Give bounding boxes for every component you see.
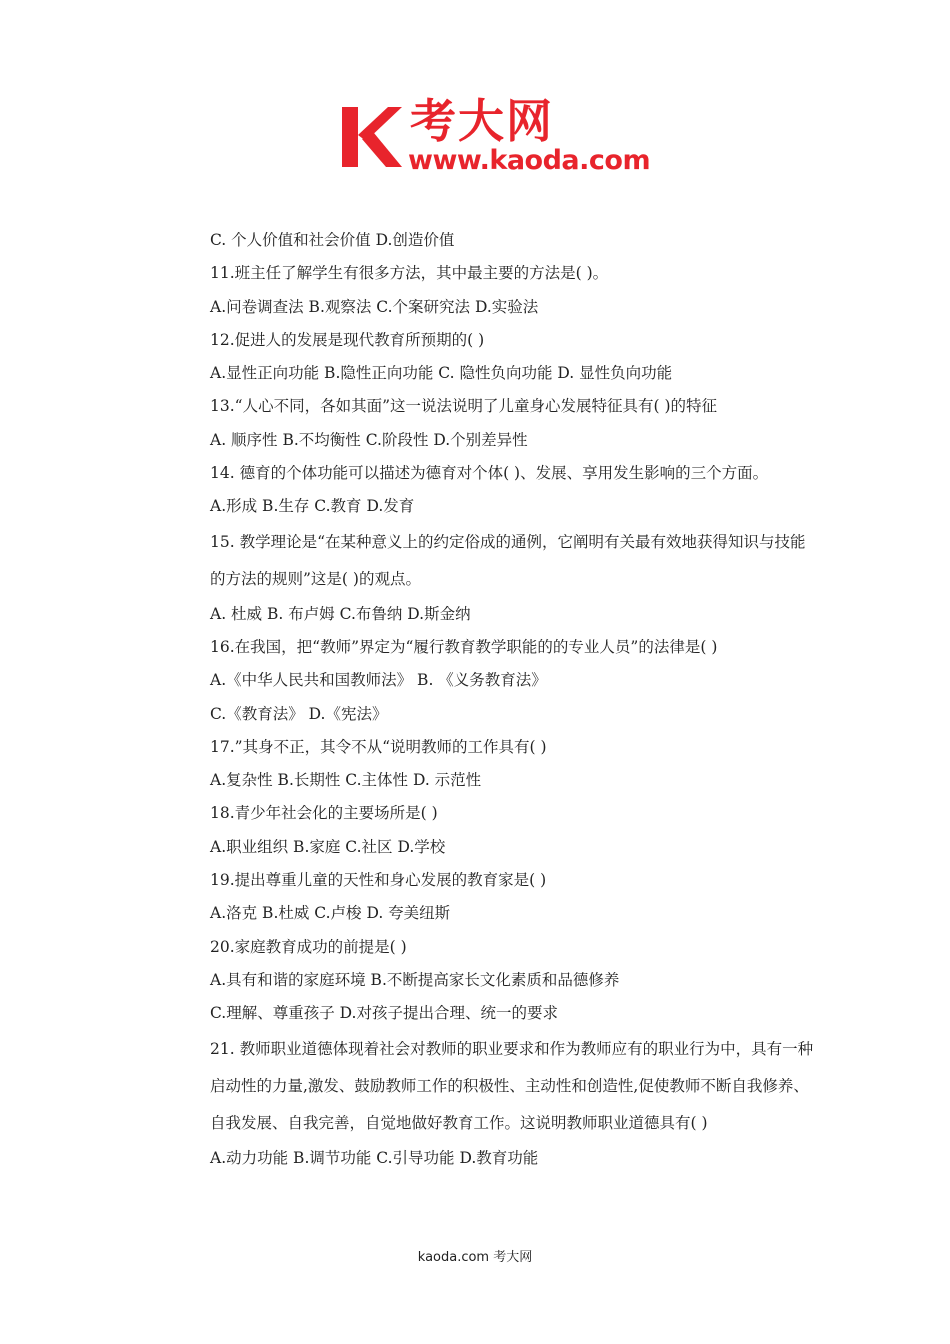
question-16: 16.在我国，把“教师”界定为“履行教育教学职能的的专业人员”的法律是( )	[210, 637, 718, 656]
question-20: 20.家庭教育成功的前提是( )	[210, 937, 407, 956]
page-footer: kaoda.com 考大网	[417, 1250, 533, 1265]
options-13: A. 顺序性 B.不均衡性 C.阶段性 D.个别差异性	[210, 430, 528, 449]
question-21: 21. 教师职业道德体现着社会对教师的职业要求和作为教师应有的职业行为中，具有一种启动性的力量,激发、鼓励教师工作的积极性、主动性和创造性,促使教师不断自我修养、自我发展、自我完善，自觉地做好教育工作。这说明教师职业道德具有( )	[210, 1039, 814, 1132]
question-17: 17.”其身不正，其令不从“说明教师的工作具有( )	[210, 737, 547, 756]
options-15: A. 杜威 B. 布卢姆 C.布鲁纳 D.斯金纳	[210, 604, 471, 623]
options-21: A.动力功能 B.调节功能 C.引导功能 D.教育功能	[210, 1148, 539, 1167]
options-16a: A.《中华人民共和国教师法》 B. 《义务教育法》	[210, 671, 547, 690]
options-18: A.职业组织 B.家庭 C.社区 D.学校	[210, 837, 446, 856]
options-12: A.显性正向功能 B.隐性正向功能 C. 隐性负向功能 D. 显性负向功能	[210, 364, 673, 383]
question-18: 18.青少年社会化的主要场所是( )	[210, 804, 438, 823]
question-12: 12.促进人的发展是现代教育所预期的( )	[210, 330, 485, 349]
k-logo-icon	[340, 105, 404, 169]
logo-brand-text: 考大网	[410, 94, 554, 148]
question-15: 15. 教学理论是“在某种意义上的约定俗成的通例，它阐明有关最有效地获得知识与技能的方法的规则”这是( )的观点。	[210, 532, 806, 588]
options-16b: C.《教育法》 D.《宪法》	[210, 704, 388, 723]
question-13: 13.“人心不同，各如其面”这一说法说明了儿童身心发展特征具有( )的特征	[210, 397, 718, 416]
options-20b: C.理解、尊重孩子 D.对孩子提出合理、统一的要求	[210, 1004, 558, 1023]
question-19: 19.提出尊重儿童的天性和身心发展的教育家是( )	[210, 871, 547, 890]
text-line: C. 个人价值和社会价值 D.创造价值	[210, 231, 455, 249]
question-14: 14. 德育的个体功能可以描述为德育对个体( )、发展、享用发生影响的三个方面。	[210, 464, 769, 483]
options-20a: A.具有和谐的家庭环境 B.不断提高家长文化素质和品德修养	[210, 970, 620, 989]
question-11: 11.班主任了解学生有很多方法，其中最主要的方法是( )。	[210, 264, 609, 283]
kaoda-logo	[340, 95, 670, 190]
options-17: A.复杂性 B.长期性 C.主体性 D. 示范性	[210, 771, 482, 790]
options-11: A.问卷调查法 B.观察法 C.个案研究法 D.实验法	[210, 297, 539, 316]
question-list	[145, 224, 815, 1175]
options-14: A.形成 B.生存 C.教育 D.发育	[210, 497, 415, 516]
options-19: A.洛克 B.杜威 C.卢梭 D. 夸美纽斯	[210, 904, 451, 923]
logo-url-text: www.kaoda.com	[408, 145, 651, 176]
